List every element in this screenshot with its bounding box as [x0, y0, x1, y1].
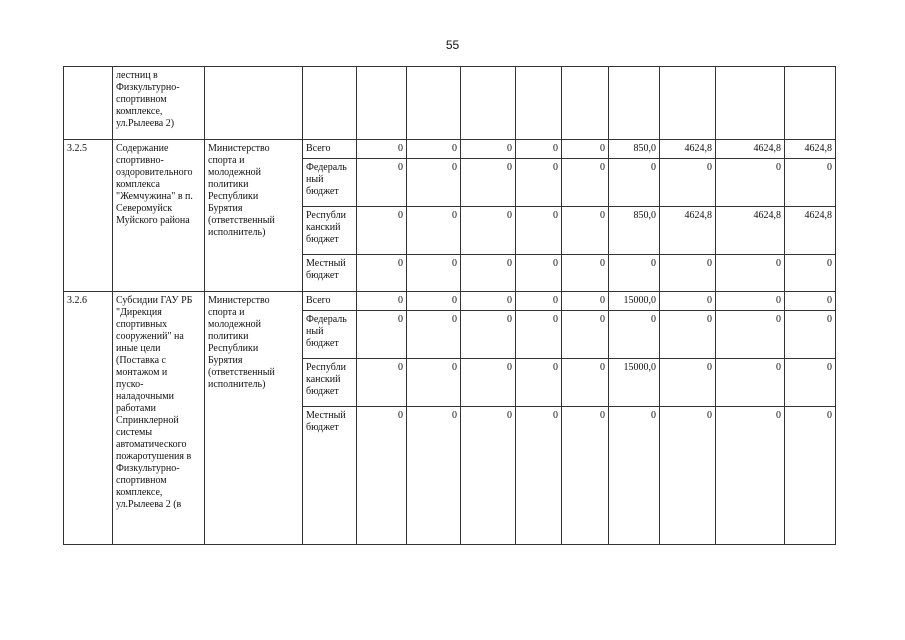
value-cell: 0 [609, 407, 660, 545]
value-cell: 0 [660, 255, 716, 292]
page-number: 55 [445, 38, 460, 52]
item-executor: Министерство спорта и молодежной политики Республики Бурятия (ответственный исполнитель) [205, 292, 303, 545]
value-cell: 0 [357, 359, 407, 407]
value-cell: 0 [357, 255, 407, 292]
value-cell: 0 [785, 311, 836, 359]
value-cell: 0 [562, 207, 609, 255]
value-cell: 0 [461, 255, 516, 292]
budget-table [63, 66, 836, 545]
value-cell: 0 [357, 407, 407, 545]
value-cell: 0 [516, 407, 562, 545]
value-cell: 0 [716, 359, 785, 407]
value-cell: 0 [785, 159, 836, 207]
item-code [64, 67, 113, 140]
value-cell: 0 [461, 159, 516, 207]
funding-source: Местный бюджет [303, 407, 357, 545]
value-cell: 4624,8 [660, 207, 716, 255]
value-cell: 0 [461, 140, 516, 159]
value-cell: 0 [461, 207, 516, 255]
funding-source: Республи канский бюджет [303, 207, 357, 255]
value-cell: 0 [660, 407, 716, 545]
value-cell: 0 [562, 292, 609, 311]
value-cell: 850,0 [609, 207, 660, 255]
funding-source: Всего [303, 140, 357, 159]
value-cell: 0 [357, 207, 407, 255]
value-cell: 0 [562, 311, 609, 359]
value-cell: 0 [407, 159, 461, 207]
value-cell: 0 [716, 159, 785, 207]
value-cell: 0 [357, 140, 407, 159]
value-cell: 0 [407, 311, 461, 359]
value-cell: 0 [785, 292, 836, 311]
value-cell: 850,0 [609, 140, 660, 159]
item-name: лестниц в Физкультурно- спортивном комплексе, ул.Рылеева 2) [113, 67, 205, 140]
value-cell: 0 [407, 207, 461, 255]
value-cell: 0 [562, 359, 609, 407]
value-cell: 0 [516, 292, 562, 311]
value-cell: 0 [609, 311, 660, 359]
value-cell: 0 [609, 255, 660, 292]
value-cell: 0 [716, 311, 785, 359]
value-cell: 0 [516, 207, 562, 255]
value-cell: 0 [660, 159, 716, 207]
value-cell: 0 [516, 255, 562, 292]
value-cell: 0 [407, 292, 461, 311]
value-cell: 0 [562, 159, 609, 207]
value-cell: 4624,8 [785, 140, 836, 159]
item-executor: Министерство спорта и молодежной политики Республики Бурятия (ответственный исполнитель) [205, 140, 303, 292]
funding-source: Местный бюджет [303, 255, 357, 292]
funding-source: Федераль ный бюджет [303, 311, 357, 359]
value-cell: 0 [660, 292, 716, 311]
value-cell: 4624,8 [785, 207, 836, 255]
value-cell: 0 [785, 255, 836, 292]
table-row [64, 140, 836, 159]
value-cell: 0 [407, 140, 461, 159]
value-cell: 0 [357, 311, 407, 359]
value-cell: 0 [357, 159, 407, 207]
value-cell: 15000,0 [609, 292, 660, 311]
value-cell: 0 [660, 359, 716, 407]
value-cell: 0 [562, 140, 609, 159]
item-name: Субсидии ГАУ РБ "Дирекция спортивных сооружений" на иные цели (Поставка с монтажом и пуско- наладочными работами Спринклерной системы автоматического пожаротушения в Физкультурно- спортивном комплексе, ул.Рылеева 2 (в [113, 292, 205, 545]
value-cell: 0 [461, 407, 516, 545]
funding-source: Федераль ный бюджет [303, 159, 357, 207]
value-cell: 0 [461, 311, 516, 359]
value-cell: 4624,8 [716, 207, 785, 255]
table-row [64, 67, 836, 140]
value-cell: 0 [609, 159, 660, 207]
value-cell: 0 [516, 140, 562, 159]
funding-source: Всего [303, 292, 357, 311]
value-cell: 0 [516, 159, 562, 207]
value-cell: 15000,0 [609, 359, 660, 407]
value-cell: 0 [407, 359, 461, 407]
value-cell: 0 [461, 359, 516, 407]
value-cell: 0 [716, 407, 785, 545]
item-code: 3.2.5 [64, 140, 113, 292]
value-cell: 0 [785, 359, 836, 407]
item-code: 3.2.6 [64, 292, 113, 545]
table-row [64, 292, 836, 311]
value-cell: 0 [407, 407, 461, 545]
item-name: Содержание спортивно- оздоровительного комплекса "Жемчужина" в п. Северомуйск Муйского района [113, 140, 205, 292]
value-cell: 0 [407, 255, 461, 292]
funding-source: Республи канский бюджет [303, 359, 357, 407]
value-cell: 0 [562, 255, 609, 292]
value-cell: 4624,8 [716, 140, 785, 159]
value-cell: 0 [716, 292, 785, 311]
value-cell: 0 [357, 292, 407, 311]
value-cell: 0 [716, 255, 785, 292]
value-cell: 0 [461, 292, 516, 311]
value-cell: 0 [562, 407, 609, 545]
value-cell: 0 [785, 407, 836, 545]
value-cell: 4624,8 [660, 140, 716, 159]
value-cell: 0 [516, 311, 562, 359]
value-cell: 0 [516, 359, 562, 407]
value-cell: 0 [660, 311, 716, 359]
